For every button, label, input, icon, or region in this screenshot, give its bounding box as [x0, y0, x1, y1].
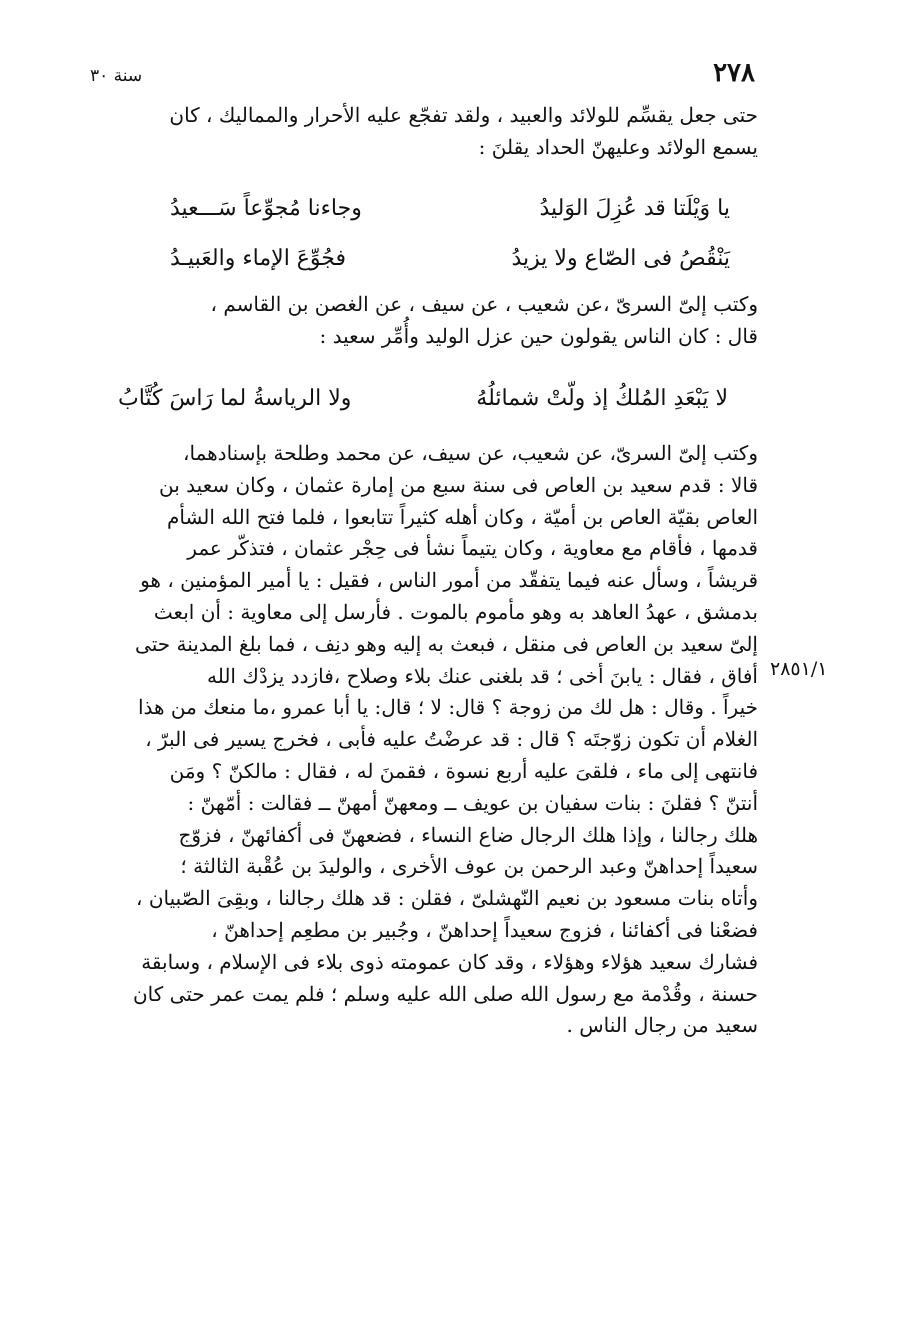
paragraph-main [96, 438, 758, 1042]
text-line: حسنة ، وقُدْمة مع رسول الله صلى الله عليه وسلم ؛ فلم يمت عمر حتى كان [132, 981, 758, 1006]
text-line: فضعْنا فى أكفائنا ، فزوج سعيداً إحداهنّ ، وجُبير بن مطعِم إحداهنّ ، [211, 917, 758, 942]
text-line: فانتهى إلى ماء ، فلقىَ عليه أربع نسوة ، فقمنَ له ، فقال : مالكنّ ؟ ومَن [169, 758, 758, 783]
page-header [90, 58, 755, 92]
year-label: سنة ٣٠ [90, 66, 143, 86]
text-line: قال : كان الناس يقولون حين عزل الوليد وأُمِّر سعيد : [319, 323, 758, 348]
verse-first-hemistich: يا وَيْلَتا قد عُزِلَ الوَليدُ [539, 196, 730, 221]
verse-first-hemistich: لا يَبْعَدِ المُلكُ إذ ولّتْ شمائلُهُ [476, 386, 728, 411]
verse-second-hemistich: ولا الرياسةُ لما رَاسَ كُتَّابُ [118, 386, 352, 411]
margin-reference: ٢٨٥١/١ [770, 658, 828, 680]
text-line: وكتب إلىّ السرىّ ،عن شعيب ، عن سيف ، عن الغصن بن القاسم ، [210, 292, 758, 316]
verse-first-hemistich: يَنْقُصُ فى الصّاع ولا يزيدُ [511, 246, 730, 271]
text-line: فشارك سعيد هؤلاء وهؤلاء ، وقد كان عمومته ذوى بلاء فى الإسلام ، وسابقة [141, 949, 758, 974]
text-line: بدمشق ، عهدُ العاهد به وهو مأموم بالموت . فأرسل إلى معاوية : أن ابعث [153, 599, 758, 624]
verse-second-hemistich: وجاءنا مُجوِّعاً سَـــعيدُ [170, 196, 362, 221]
text-line: قريشاً ، وسأل عنه فيما يتفقّد من أمور الناس ، فقيل : يا أمير المؤمنين ، هو [140, 568, 758, 593]
text-line: قدمها ، فأقام مع معاوية ، وكان يتيماً نشأ فى حِجْر عثمان ، فتذكّر عمر [187, 536, 758, 561]
text-line: أفاق ، فقال : يابنَ أخى ؛ قد بلغنى عنك بلاء وصلاح ،فازدد يزدْك الله [206, 663, 758, 688]
text-line: إلىّ سعيد بن العاص فى منقل ، فبعث به إليه وهو دنِف ، فما بلغ المدينة حتى [135, 631, 758, 656]
text-line: سعيد من رجال الناس . [566, 1013, 758, 1038]
paragraph-isnad [96, 289, 758, 353]
poem-verse [118, 386, 728, 422]
text-line: وكتب إلىّ السرىّ، عن شعيب، عن سيف، عن محمد وطلحة بإسنادهما، [183, 441, 758, 465]
text-line: يسمع الولائد وعليهنّ الحداد يقلنَ : [478, 134, 758, 159]
text-line: العاص بقيّة العاص بن أميّة ، وكان أهله كثيراً تتابعوا ، فلما فتح الله الشأم [166, 504, 758, 529]
text-line: خيراً . وقال : هل لك من زوجة ؟ قال: لا ؛ قال: يا أبا عمرو ،ما منعك من هذا [137, 695, 758, 720]
poem-verse [170, 246, 730, 282]
text-line: قالا : قدم سعيد بن العاص فى سنة سبع من إمارة عثمان ، وكان سعيد بن [159, 472, 758, 497]
text-line: الغلام أن تكون زوّجتَه ؟ قال : قد عرضْتُ عليه فأبى ، فخرج يسير فى البرّ ، [145, 727, 758, 752]
page-number: ٢٧٨ [713, 58, 755, 88]
text-line: وأتاه بنات مسعود بن نعيم النّهشلىّ ، فقلن : قد هلك رجالنا ، وبقِىَ الصّبيان ، [136, 886, 758, 911]
verse-second-hemistich: فجُوِّعَ الإماء والعَبيـدُ [170, 246, 347, 271]
text-line: أنتنّ ؟ فقلنَ : بنات سفيان بن عويف ــ ومعهنّ أمهنّ ــ فقالت : أمّهنّ : [187, 790, 758, 815]
text-line: حتى جعل يقسِّم للولائد والعبيد ، ولقد تفجّع عليه الأحرار والمماليك ، كان [169, 103, 758, 127]
text-line: سعيداً إحداهنّ وعبد الرحمن بن عوف الأخرى ، والوليدَ بن عُقْبة الثالثة ؛ [180, 854, 758, 879]
text-line: هلك رجالنا ، وإذا هلك الرجال ضاع النساء ، فضعهنّ فى أكفائهنّ ، فزوّج [178, 822, 758, 847]
paragraph-intro [96, 100, 758, 164]
poem-verse [170, 196, 730, 232]
